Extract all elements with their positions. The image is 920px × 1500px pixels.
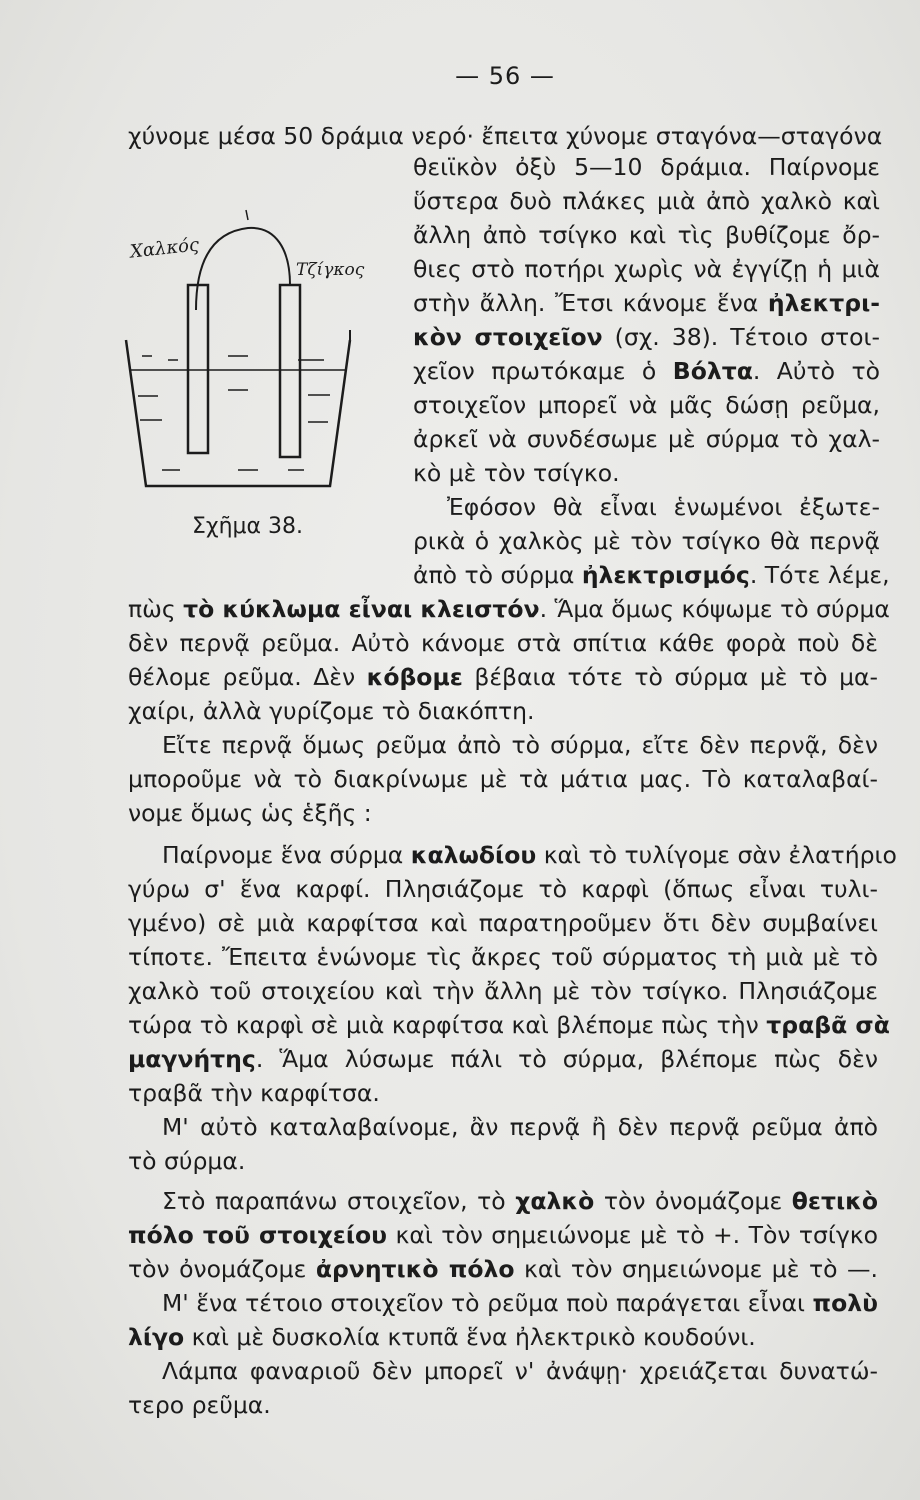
text-line: χαίρι, ἀλλὰ γυρίζομε τὸ διακόπτη. [128,697,535,725]
text-line: ὕστερα δυὸ πλάκες μιὰ ἀπὸ χαλκὸ καὶ [413,187,880,215]
text-line: τίποτε. Ἔπειτα ἑνώνομε τὶς ἄκρες τοῦ σύρματος τὴ μιὰ μὲ τὸ [128,943,878,971]
text-line: ρικὰ ὁ χαλκὸς μὲ τὸν τσίγκο θὰ περνᾷ [413,527,880,555]
text-line: χαλκὸ τοῦ στοιχείου καὶ τὴν ἄλλη μὲ τὸν τσίγκο. Πλησιάζομε [128,977,878,1005]
text-line: Παίρνομε ἕνα σύρμα καλωδίου καὶ τὸ τυλίγομε σὰν ἐλατήριο [162,841,897,869]
text-line: τὸ σύρμα. [128,1147,246,1175]
text-line: χύνομε μέσα 50 δράμια νερό· ἔπειτα χύνομε σταγόνα—σταγόνα [128,122,883,150]
text-line: μαγνήτης. Ἅμα λύσωμε πάλι τὸ σύρμα, βλέπομε πὼς δὲν [128,1045,878,1073]
text-line: θειϊκὸν ὀξὺ 5—10 δράμια. Παίρνομε [413,153,880,181]
text-line: κὸ μὲ τὸν τσίγκο. [413,459,620,487]
text-line: τώρα τὸ καρφὶ σὲ μιὰ καρφίτσα καὶ βλέπομε πὼς τὴν τραβᾶ σὰ [128,1011,890,1039]
text-line: δὲν περνᾷ ρεῦμα. Αὐτὸ κάνομε στὰ σπίτια κάθε φορὰ ποὺ δὲ [128,629,878,657]
figure-voltaic-cell [118,190,368,520]
text-line: Λάμπα φαναριοῦ δὲν μπορεῖ ν' ἀνάψῃ· χρειάζεται δυνατώ- [162,1357,878,1385]
text-line: γύρω σ' ἕνα καρφί. Πλησιάζομε τὸ καρφὶ (ὅπως εἶναι τυλι- [128,875,878,903]
text-line: λίγο καὶ μὲ δυσκολία κτυπᾶ ἕνα ἠλεκτρικὸ κουδούνι. [128,1323,756,1351]
text-line: νομε ὅμως ὡς ἑξῆς : [128,799,372,827]
figure-caption: Σχῆμα 38. [192,514,304,539]
text-line: τὸν ὀνομάζομε ἀρνητικὸ πόλο καὶ τὸν σημειώνομε μὲ τὸ —. [128,1255,878,1283]
text-line: θέλομε ρεῦμα. Δὲν κόβομε βέβαια τότε τὸ σύρμα μὲ τὸ μα- [128,663,878,691]
zinc-label: Τζίγκος [296,260,365,280]
text-line: στὴν ἄλλη. Ἔτσι κάνομε ἕνα ἠλεκτρι- [413,289,880,317]
text-line: τραβᾶ τὴν καρφίτσα. [128,1079,380,1107]
text-line: ἀπὸ τὸ σύρμα ἠλεκτρισμός. Τότε λέμε, [413,561,890,589]
text-line: ἄλλη ἀπὸ τσίγκο καὶ τὶς βυθίζομε ὄρ- [413,221,880,249]
text-line: ἀρκεῖ νὰ συνδέσωμε μὲ σύρμα τὸ χαλ- [413,425,880,453]
text-line: πὼς τὸ κύκλωμα εἶναι κλειστόν. Ἅμα ὅμως κόψωμε τὸ σύρμα [128,595,890,623]
text-line: Στὸ παραπάνω στοιχεῖον, τὸ χαλκὸ τὸν ὀνομάζομε θετικὸ [162,1187,878,1215]
text-line: πόλο τοῦ στοιχείου καὶ τὸν σημειώνομε μὲ τὸ +. Τὸν τσίγκο [128,1221,879,1249]
text-line: μποροῦμε νὰ τὸ διακρίνωμε μὲ τὰ μάτια μας. Τὸ καταλαβαί- [128,765,878,793]
page-number: — 56 — [455,62,555,90]
connecting-wire [196,228,290,310]
text-line: κὸν στοιχεῖον (σχ. 38). Τέτοιο στοι- [413,323,880,351]
copper-plate [188,285,208,453]
text-line: Ἐφόσον θὰ εἶναι ἑνωμένοι ἐξωτε- [447,493,880,521]
text-line: θιες στὸ ποτήρι χωρὶς νὰ ἐγγίζῃ ἡ μιὰ [413,255,880,283]
text-line: χεῖον πρωτόκαμε ὁ Βόλτα. Αὐτὸ τὸ [413,357,880,385]
copper-label: Χαλκός [129,234,201,263]
glass-vessel [126,340,350,486]
zinc-plate [280,285,300,457]
wire-tick [246,210,248,220]
text-line: Μ' αὐτὸ καταλαβαίνομε, ἂν περνᾷ ἢ δὲν περνᾷ ρεῦμα ἀπὸ [162,1113,878,1141]
text-line: γμένο) σὲ μιὰ καρφίτσα καὶ παρατηροῦμεν ὅτι δὲν συμβαίνει [128,909,878,937]
text-line: Εἴτε περνᾷ ὅμως ρεῦμα ἀπὸ τὸ σύρμα, εἴτε δὲν περνᾷ, δὲν [162,731,878,759]
text-line: τερο ρεῦμα. [128,1391,271,1419]
text-line: Μ' ἕνα τέτοιο στοιχεῖον τὸ ρεῦμα ποὺ παράγεται εἶναι πολὺ [162,1289,878,1317]
liquid-dashes [142,356,324,360]
text-line: στοιχεῖον μπορεῖ νὰ μᾶς δώσῃ ρεῦμα, [413,391,880,419]
